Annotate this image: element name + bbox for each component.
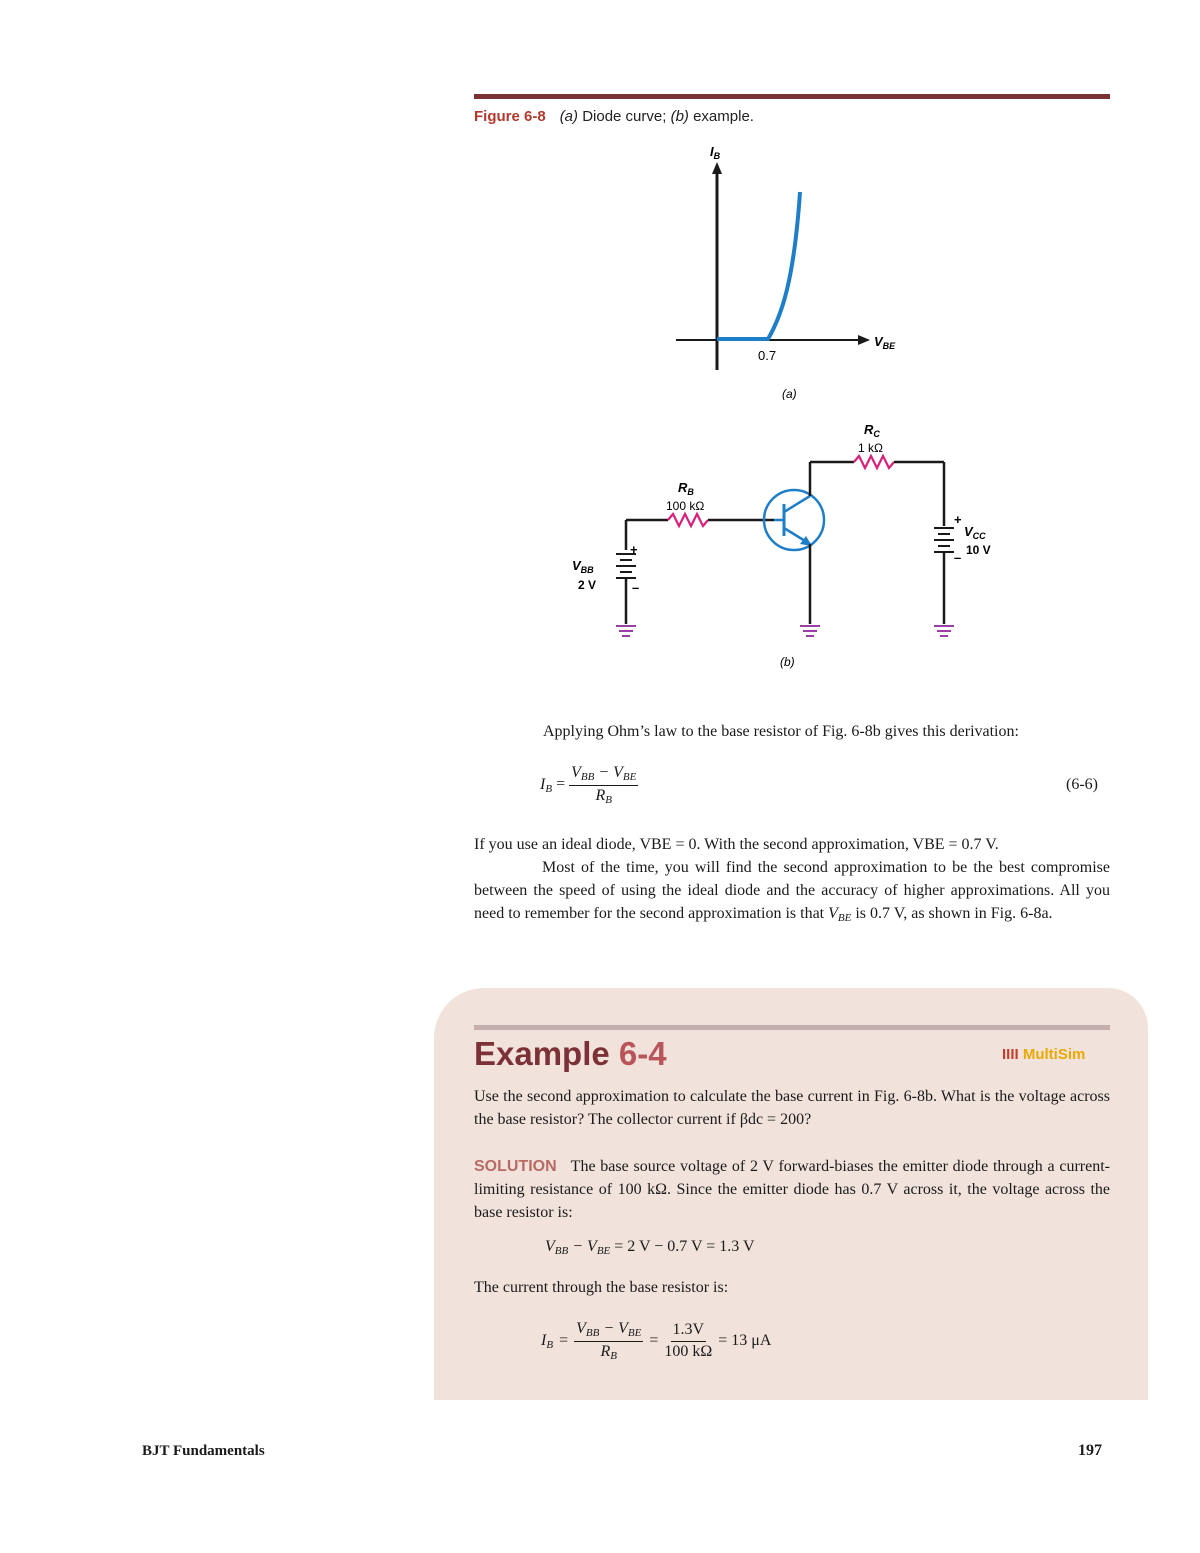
page-number: 197 xyxy=(1078,1442,1102,1459)
equation-result: = 13 μA xyxy=(718,1332,772,1349)
equation-base-voltage: VBB − VBE = 2 V − 0.7 V = 1.3 V xyxy=(545,1238,755,1257)
rb-value: 100 kΩ xyxy=(666,499,705,513)
paragraph-second-approx-tail: is 0.7 V, as shown in Fig. 6-8a. xyxy=(851,905,1053,922)
example-title-word: Example xyxy=(474,1035,610,1072)
vcc-plus: + xyxy=(954,512,962,527)
diode-curve xyxy=(717,192,800,339)
paragraph-second-approx xyxy=(474,856,1110,930)
bjt-circuit xyxy=(560,410,1020,680)
example-solution xyxy=(474,1155,1110,1224)
vbb-label: $V_{BB}$ xyxy=(572,558,594,575)
rc-value: 1 kΩ xyxy=(858,441,883,455)
example-title xyxy=(474,1035,667,1073)
vcc-label: $V_{CC}$ xyxy=(964,524,986,541)
diode-curve-graph xyxy=(660,140,920,400)
emitter-ground xyxy=(800,626,820,636)
vbe-symbol: VBE xyxy=(828,905,852,924)
footer-chapter-title: BJT Fundamentals xyxy=(142,1443,265,1459)
caption-a-text: Diode curve; xyxy=(578,108,671,125)
fraction-numerator: 1.3V xyxy=(671,1321,707,1342)
vbb-plus: + xyxy=(630,542,638,557)
caption-b-marker: (b) xyxy=(670,108,689,125)
multisim-text: MultiSim xyxy=(1022,1046,1086,1063)
multisim-tag xyxy=(1002,1046,1085,1063)
example-rule xyxy=(474,1025,1110,1030)
caption-b-text: example. xyxy=(688,108,754,125)
x-axis-arrow xyxy=(858,335,870,345)
vcc-ground xyxy=(934,626,954,636)
figure-label: Figure 6-8 xyxy=(474,108,546,125)
transistor-collector xyxy=(784,496,810,512)
solution-label: SOLUTION xyxy=(474,1158,557,1175)
rb-resistor xyxy=(668,514,708,526)
caption-a-marker: (a) xyxy=(559,108,579,125)
equation-base-current: IB = $\frac{\text{VBB − VBE}}{RB}$ = $\frac{1.3V}{100 k\Omega}$ = 13 μA xyxy=(541,1320,772,1362)
example-title-number: 6-4 xyxy=(618,1035,667,1072)
solution-text: The base source voltage of 2 V forward-biases the emitter diode through a current-limiting resistance of 100 kΩ. Since the emitter diode has 0.7 V across it, the voltage across the base resistor is: xyxy=(474,1158,1110,1221)
panel-a-label: (a) xyxy=(782,387,797,400)
rb-label: $R_B$ xyxy=(678,480,694,497)
y-axis-arrow xyxy=(712,162,722,174)
vcc-minus: – xyxy=(954,550,962,565)
knee-label: 0.7 xyxy=(758,348,777,363)
paragraph-second-approx-text: Most of the time, you will find the second approximation to be the best compromise between the speed of using the ideal diode and the accuracy of higher approximations. All you need to remember for the second approximation is that xyxy=(474,859,1110,922)
rc-resistor xyxy=(854,456,894,468)
vbb-minus: – xyxy=(632,580,640,595)
figure-caption xyxy=(474,108,754,125)
equation-base-voltage-rhs: = 2 V − 0.7 V = 1.3 V xyxy=(614,1238,755,1255)
figure-top-rule xyxy=(474,94,1110,99)
vcc-value: 10 V xyxy=(966,543,991,557)
vbb-ground xyxy=(616,626,636,636)
rc-label: $R_C$ xyxy=(864,422,880,439)
x-axis-label: $V_{BE}$ xyxy=(874,334,896,351)
y-axis-label: $I_B$ xyxy=(710,144,721,161)
current-text: The current through the base resistor is: xyxy=(474,1279,729,1296)
paragraph-ohms-law: Applying Ohm’s law to the base resistor of Fig. 6-8b gives this derivation: xyxy=(543,723,1019,740)
example-question: Use the second approximation to calculate the base current in Fig. 6-8b. What is the voltage across the base resistor? The collector current if βdc = 200? xyxy=(474,1088,1110,1128)
paragraph-ideal-diode: If you use an ideal diode, VBE = 0. With the second approximation, VBE = 0.7 V. xyxy=(474,836,999,853)
vbb-value: 2 V xyxy=(578,578,597,592)
panel-b-label: (b) xyxy=(780,655,795,669)
multisim-bars-icon: IIII xyxy=(1002,1046,1019,1063)
fraction-denominator: 100 kΩ xyxy=(664,1343,713,1360)
equation-6-6: IB = $\frac{\text{VBB − VBE}}{RB}$ xyxy=(540,764,637,806)
equation-number: (6-6) xyxy=(1066,776,1098,793)
